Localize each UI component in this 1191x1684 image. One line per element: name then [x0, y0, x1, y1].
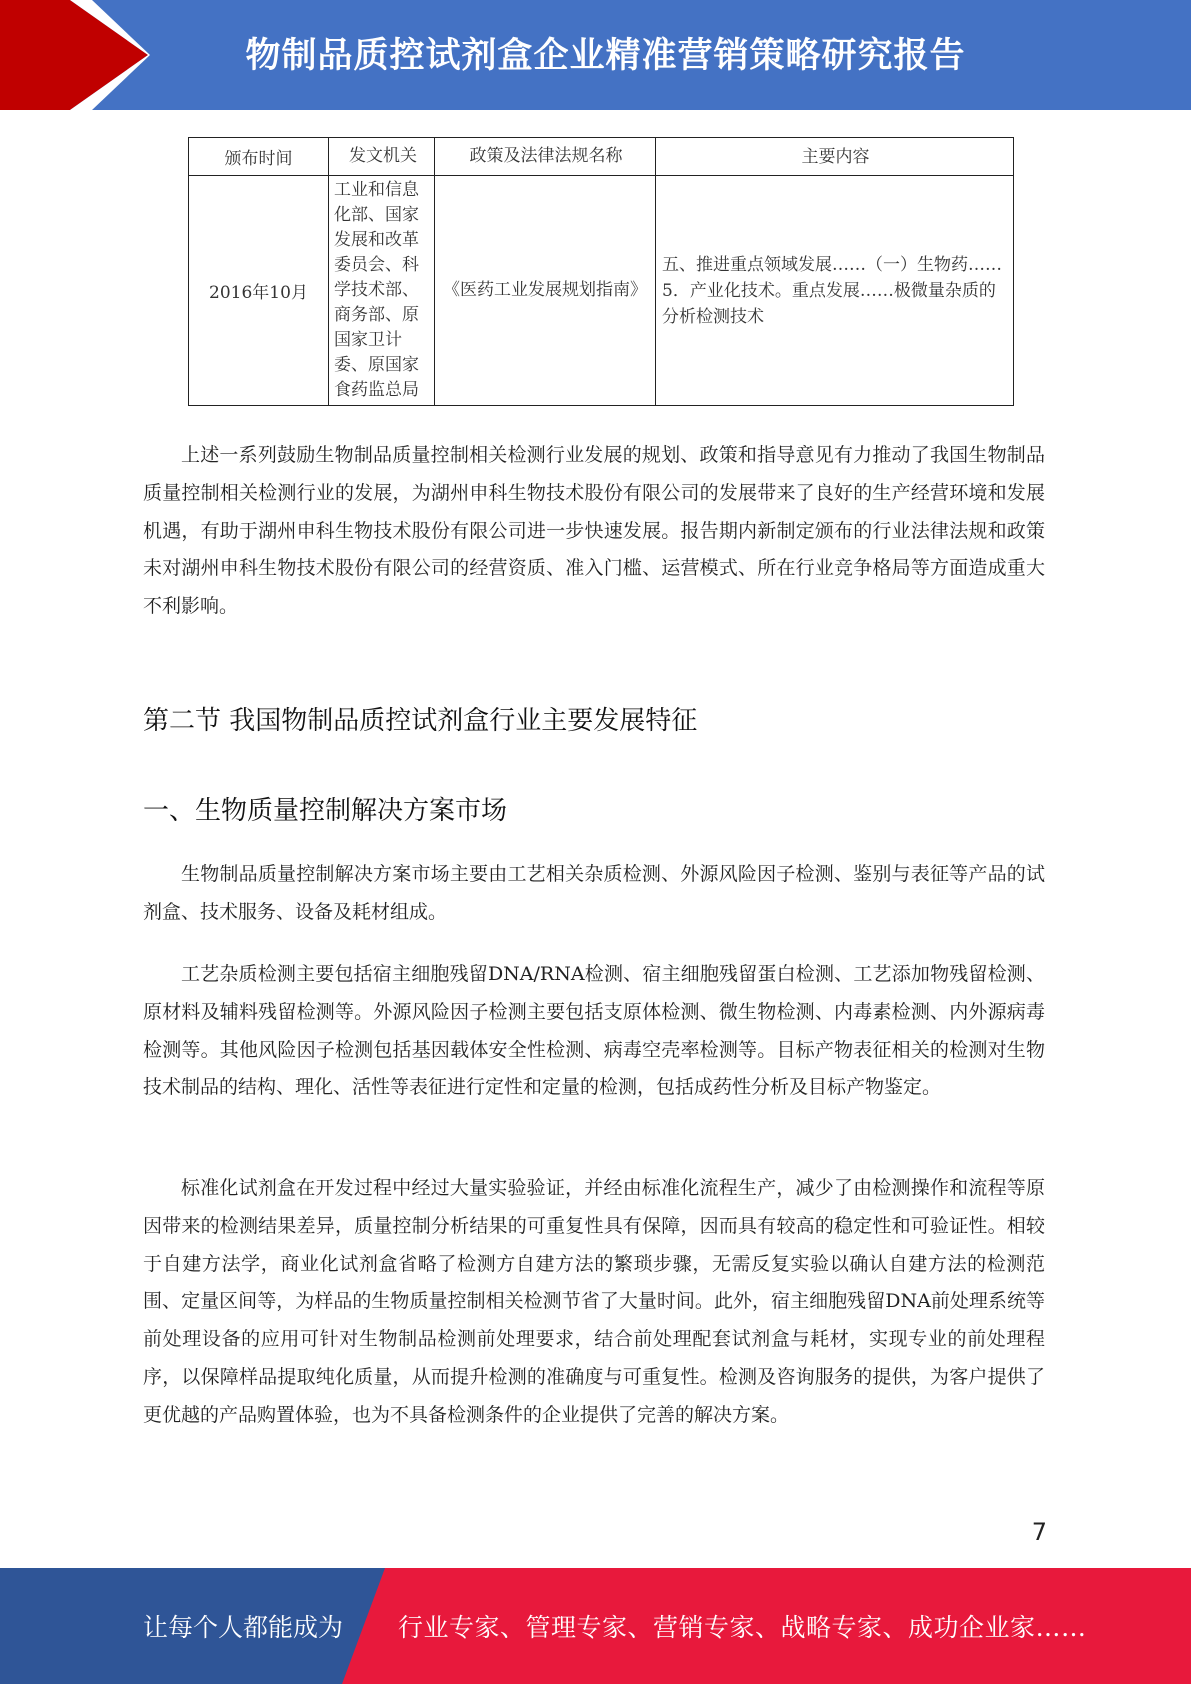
issuer-line: 学技术部、: [334, 280, 419, 300]
issuer-line: 工业和信息: [334, 180, 419, 200]
page-header: [0, 0, 1191, 110]
column-header: 主要内容: [656, 138, 1014, 176]
column-header: 颁布时间: [189, 138, 329, 176]
paragraph-impurity-testing: 工艺杂质检测主要包括宿主细胞残留DNA/RNA检测、宿主细胞残留蛋白检测、工艺添加物残留检测、原材料及辅料残留检测等。外源风险因子检测主要包括支原体检测、微生物检测、内毒素检测、内外源病毒检测等。其他风险因子检测包括基因载体安全性检测、病毒空壳率检测等。目标产物表征相关的检测对生物技术制品的结构、理化、活性等表征进行定性和定量的检测，包括成药性分析及目标产物鉴定。: [143, 963, 1045, 1099]
issuer-line: 商务部、原: [334, 305, 419, 325]
cell-content: 五、推进重点领域发展……（一）生物药……5．产业化技术。重点发展……极微量杂质的分析检测技术: [656, 176, 1014, 406]
issuer-line: 食药监总局: [334, 380, 419, 400]
page-number: 7: [1031, 1518, 1047, 1546]
cell-issuer: [329, 176, 435, 406]
report-title: 物制品质控试剂盒企业精准营销策略研究报告: [245, 36, 966, 76]
column-header: 政策及法律法规名称: [435, 138, 656, 176]
issuer-line: 化部、国家: [334, 205, 419, 225]
paragraph-market-overview: 生物制品质量控制解决方案市场主要由工艺相关杂质检测、外源风险因子检测、鉴别与表征等产品的试剂盒、技术服务、设备及耗材组成。: [143, 863, 1045, 923]
cell-date: 2016年10月: [189, 176, 329, 406]
issuer-line: 国家卫计: [334, 330, 402, 350]
paragraph-standard-kits: 标准化试剂盒在开发过程中经过大量实验验证，并经由标准化流程生产，减少了由检测操作和流程等原因带来的检测结果差异，质量控制分析结果的可重复性具有保障，因而具有较高的稳定性和可验证性。相较于自建方法学，商业化试剂盒省略了检测方自建方法的繁琐步骤，无需反复实验以确认自建方法的检测范围、定量区间等，为样品的生物质量控制相关检测节省了大量时间。此外，宿主细胞残留DNA前处理系统等前处理设备的应用可针对生物制品检测前处理要求，结合前处理配套试剂盒与耗材，实现专业的前处理程序，以保障样品提取纯化质量，从而提升检测的准确度与可重复性。检测及咨询服务的提供，为客户提供了更优越的产品购置体验，也为不具备检测条件的企业提供了完善的解决方案。: [143, 1177, 1045, 1426]
policy-table: [188, 137, 1014, 406]
cell-policy-name: 《医药工业发展规划指南》: [435, 176, 656, 406]
page-footer: [0, 1568, 1191, 1684]
table-row: [189, 176, 1014, 406]
issuer-line: 发展和改革: [334, 230, 419, 250]
footer-slogan-right: 行业专家、管理专家、营销专家、战略专家、成功企业家……: [398, 1613, 1087, 1642]
footer-slogan-left: 让每个人都能成为: [143, 1613, 344, 1642]
table-header-row: [189, 138, 1014, 176]
column-header: 发文机关: [329, 138, 435, 176]
issuer-line: 委员会、科: [334, 255, 419, 275]
subsection-heading: 一、生物质量控制解决方案市场: [143, 796, 508, 826]
issuer-line: 委、原国家: [334, 355, 419, 375]
paragraph-policy-impact: 上述一系列鼓励生物制品质量控制相关检测行业发展的规划、政策和指导意见有力推动了我国生物制品质量控制相关检测行业的发展，为湖州申科生物技术股份有限公司的发展带来了良好的生产经营环境和发展机遇，有助于湖州申科生物技术股份有限公司进一步快速发展。报告期内新制定颁布的行业法律法规和政策未对湖州申科生物技术股份有限公司的经营资质、准入门槛、运营模式、所在行业竞争格局等方面造成重大不利影响。: [143, 444, 1045, 618]
section-heading: 第二节 我国物制品质控试剂盒行业主要发展特征: [143, 706, 698, 736]
